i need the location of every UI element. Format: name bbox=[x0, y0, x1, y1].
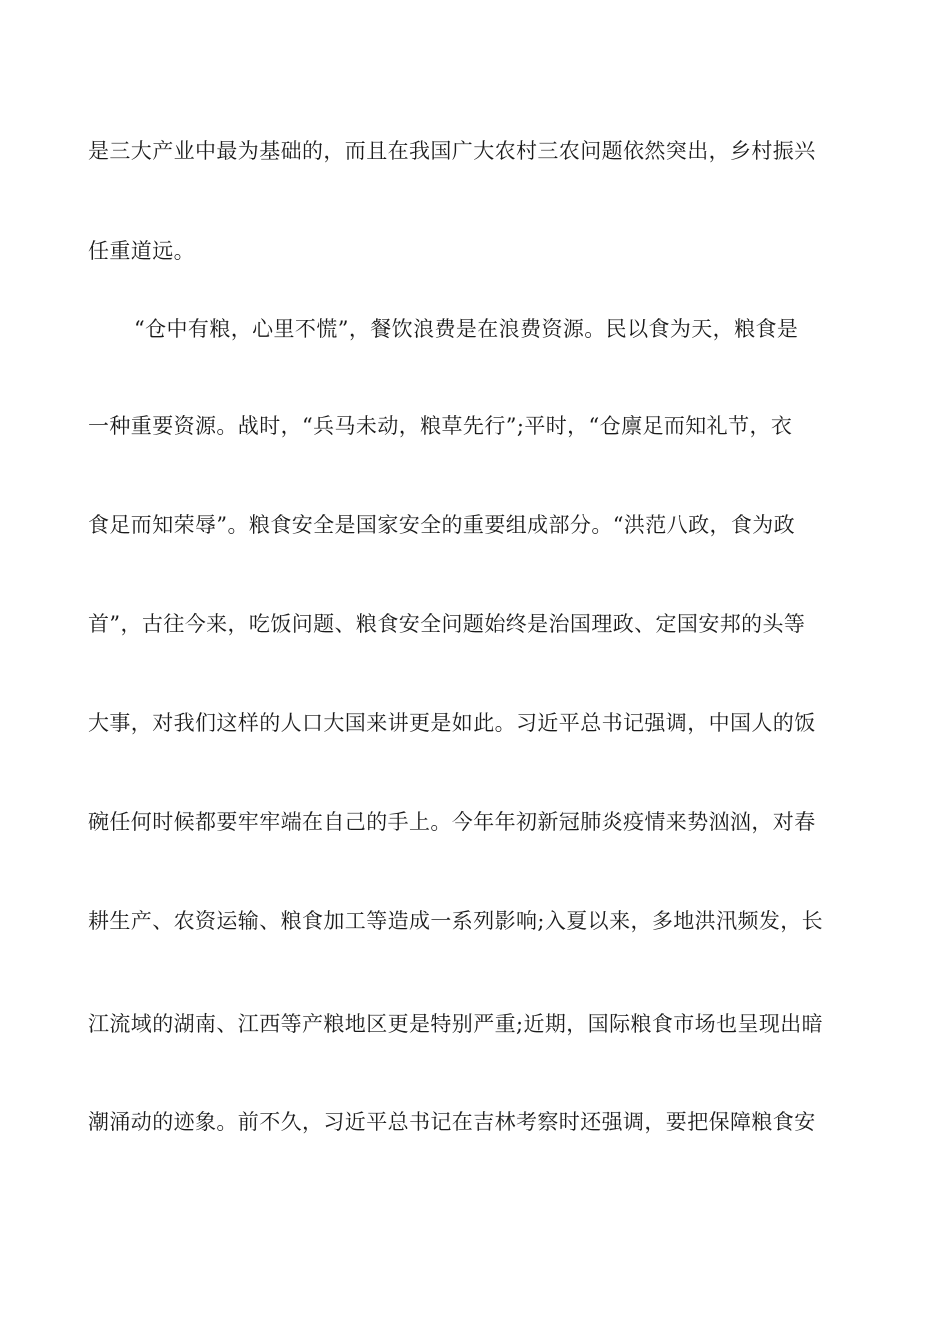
text-line: 江流域的湖南、江西等产粮地区更是特别严重;近期，国际粮食市场也呈现出暗 bbox=[88, 1012, 824, 1036]
text-line: 任重道远。 bbox=[88, 239, 195, 263]
text-line: 是三大产业中最为基础的，而且在我国广大农村三农问题依然突出，乡村振兴 bbox=[88, 139, 816, 163]
text-line: 一种重要资源。战时，“兵马未动，粮草先行”;平时，“仓廪足而知礼节，衣 bbox=[88, 414, 793, 438]
text-line: 首”，古往今来，吃饭问题、粮食安全问题始终是治国理政、定国安邦的头等 bbox=[88, 612, 806, 636]
text-line: 潮涌动的迹象。前不久，习近平总书记在吉林考察时还强调，要把保障粮食安 bbox=[88, 1110, 816, 1134]
text-line: 大事，对我们这样的人口大国来讲更是如此。习近平总书记强调，中国人的饭 bbox=[88, 711, 816, 735]
paragraph-first-line: “仓中有粮，心里不慌”，餐饮浪费是在浪费资源。民以食为天，粮食是 bbox=[134, 317, 799, 341]
text-line: 耕生产、农资运输、粮食加工等造成一系列影响;入夏以来，多地洪汛频发，长 bbox=[88, 909, 824, 933]
text-line: 碗任何时候都要牢牢端在自己的手上。今年年初新冠肺炎疫情来势汹汹，对春 bbox=[88, 810, 816, 834]
text-line: 食足而知荣辱”。粮食安全是国家安全的重要组成部分。“洪范八政，食为政 bbox=[88, 513, 796, 537]
